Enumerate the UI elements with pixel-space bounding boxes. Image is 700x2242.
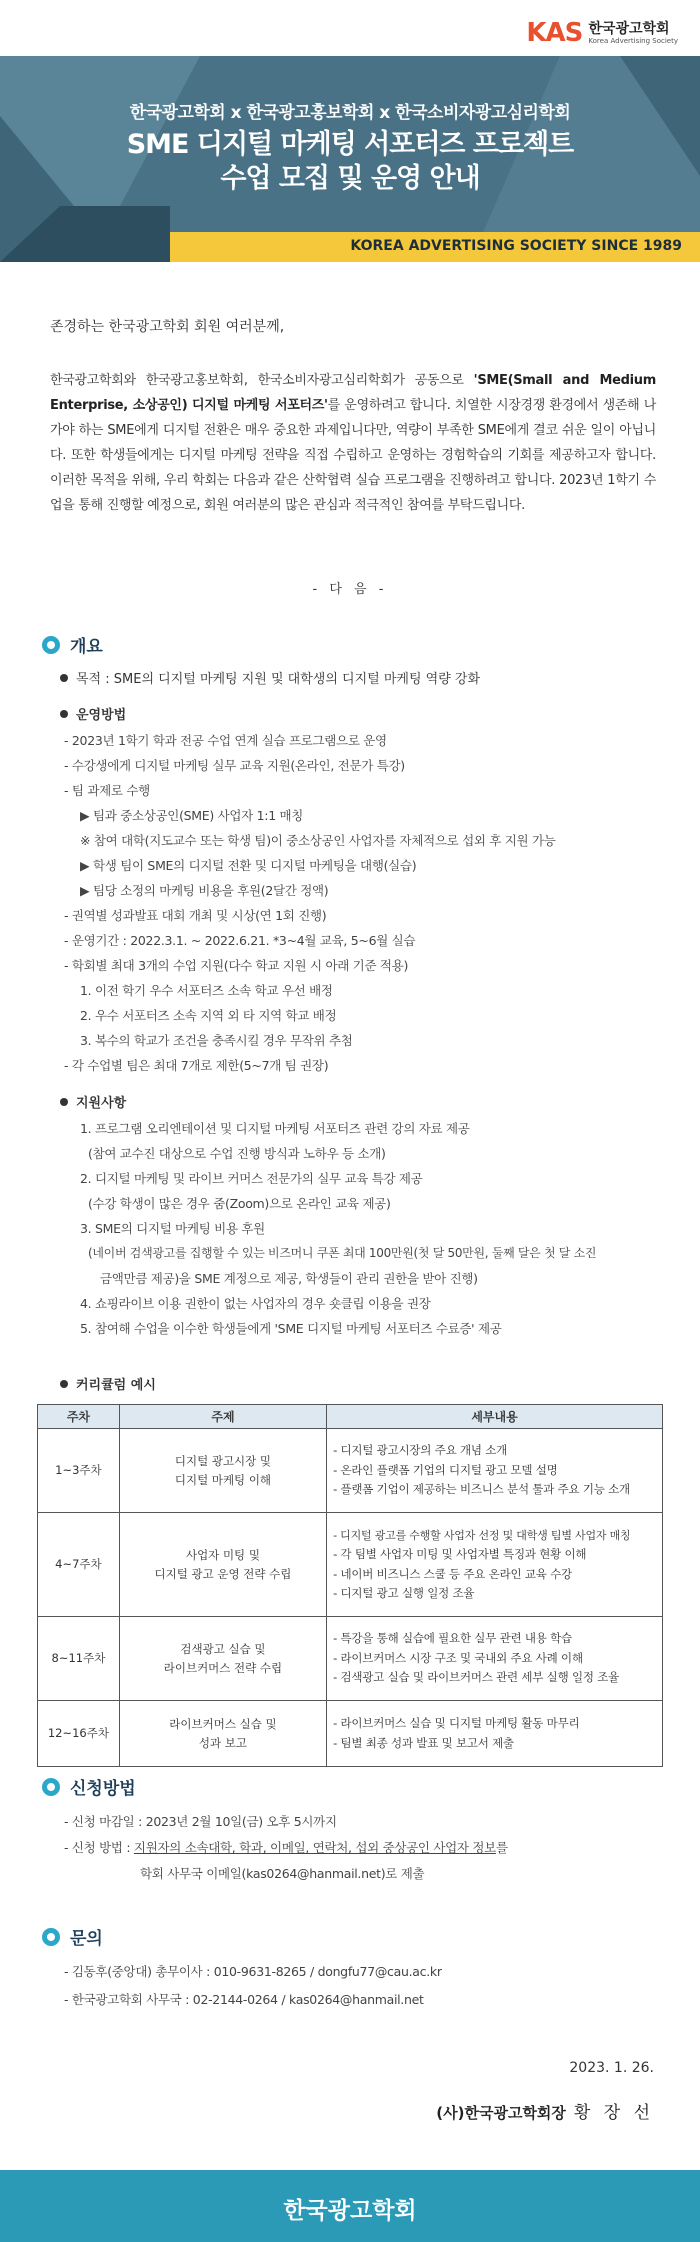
section-circle-icon [42,636,60,654]
table-row [38,1429,663,1513]
row-topic [119,1701,326,1767]
title-banner [0,56,700,262]
contact-line: - 김동후(중앙대) 총무이사 : 010-9631-8265 / dongfu77@cau.ac.kr [64,1964,442,1979]
banner-title [0,128,700,196]
support-line: 3. SME의 디지털 마케팅 비용 후원 [80,1221,265,1236]
row-detail-line: - 네이버 비즈니스 스쿨 등 주요 온라인 교육 수강 [333,1566,572,1581]
section-contact-title: 문의 [70,1929,103,1949]
row-detail-line: - 특강을 통해 실습에 필요한 실무 관련 내용 학습 [333,1631,572,1646]
table-header-row [38,1405,663,1429]
row-details [327,1513,663,1617]
greeting: 존경하는 한국광고학회 회원 여러분께, [50,319,285,335]
support-bullet [60,1092,126,1111]
support-line: 5. 참여해 수업을 이수한 학생들에게 'SME 디지털 마케팅 서포터즈 수료증' 제공 [80,1321,502,1336]
curriculum-table [37,1404,663,1767]
intro-part2: 를 운영하려고 합니다. 치열한 시장경쟁 환경에서 생존해 나가야 하는 SME에게 디지털 전환은 매우 중요한 과제입니다만, 역량이 부족한 SME에게 결코 쉬운 일이 아닙니다. 또한 학생들에게는 디지털 마케팅 전략을 직접 수립하고 운영하는 경험학습의 기회를 제공하고자 합니다. 이러한 목적을 위해, 우리 학회는 다음과 같은 산학협력 실습 프로그램을 진행하려고 합니다. 2023년 1학기 수업을 통해 진행할 예정으로, 회원 여러분의 많은 관심과 적극적인 참여를 부탁드립니다. [50,398,656,513]
row-topic-line: 사업자 미팅 및 [185,1547,260,1562]
support-note: (참여 교수진 대상으로 수업 진행 방식과 노하우 등 소개) [88,1146,386,1161]
header-topic: 주제 [119,1405,326,1429]
method-line: - 권역별 성과발표 대회 개최 및 시상(연 1회 진행) [64,908,327,923]
row-week: 1~3주차 [38,1429,120,1513]
kas-logo-mark: KAS [526,18,583,48]
signature-org: (사)한국광고학회장 [436,2104,566,2122]
method-subline: ▶ 학생 팀이 SME의 디지털 전환 및 디지털 마케팅을 대행(실습) [80,858,417,873]
bullet-dot-icon [60,1380,68,1388]
row-topic-line: 디지털 광고시장 및 [174,1453,272,1468]
method-line: - 학회별 최대 3개의 수업 지원(다수 학교 지원 시 아래 기준 적용) [64,958,409,973]
top-logo-bar [0,0,700,56]
method-line: - 각 수업별 팀은 최대 7개로 제한(5~7개 팀 권장) [64,1058,329,1073]
kas-logo [526,18,678,48]
row-details [327,1617,663,1701]
section-apply-title: 신청방법 [70,1779,136,1799]
row-topic [119,1617,326,1701]
table-row [38,1701,663,1767]
row-topic [119,1429,326,1513]
method-bullet [60,704,126,723]
row-detail-line: - 디지털 광고시장의 주요 개념 소개 [333,1443,508,1458]
intro-part1: 한국광고학회와 한국광고홍보학회, 한국소비자광고심리학회가 공동으로 [50,373,474,388]
row-topic-line: 검색광고 실습 및 [180,1641,266,1656]
row-detail-line: - 라이브커머스 시장 구조 및 국내외 주요 사례 이해 [333,1650,583,1665]
banner-since-strip [170,232,700,262]
support-line: 1. 프로그램 오리엔테이션 및 디지털 마케팅 서포터즈 관련 강의 자료 제공 [80,1121,470,1136]
table-row [38,1617,663,1701]
support-note: (네이버 검색광고를 집행할 수 있는 비즈머니 쿠폰 최대 100만원(첫 달 50만원, 둘째 달은 첫 달 소진 [88,1246,597,1260]
row-detail-line: - 각 팀별 사업자 미팅 및 사업자별 특징과 현황 이해 [333,1547,587,1561]
header-details: 세부내용 [327,1405,663,1429]
section-overview-title: 개요 [70,637,103,657]
row-detail-line: - 라이브커머스 실습 및 디지털 마케팅 활동 마무리 [333,1716,580,1730]
row-week: 12~16주차 [38,1701,120,1767]
row-detail-line: - 플랫폼 기업이 제공하는 비즈니스 분석 툴과 주요 기능 소개 [333,1482,630,1497]
row-detail-line: - 온라인 플랫폼 기업의 디지털 광고 모델 설명 [333,1462,558,1477]
intro-paragraph [50,368,656,518]
method-title: 운영방법 [76,708,127,723]
support-note: (수강 학생이 많은 경우 줌(Zoom)으로 온라인 교육 제공) [88,1196,391,1211]
method-subline: ▶ 팀당 소정의 마케팅 비용을 후원(2달간 정액) [80,883,329,898]
row-details [327,1701,663,1767]
support-line: 2. 디지털 마케팅 및 라이브 커머스 전문가의 실무 교육 특강 제공 [80,1171,423,1186]
apply-method-suffix: 를 [495,1840,508,1855]
method-criteria: 1. 이전 학기 우수 서포터즈 소속 학교 우선 배정 [80,983,333,998]
table-row [38,1513,663,1617]
bullet-dot-icon [60,674,68,682]
section-apply-heading [42,1774,136,1799]
row-detail-line: - 디지털 광고를 수행할 사업자 선정 및 대학생 팀별 사업자 매칭 [333,1528,631,1542]
method-criteria: 3. 복수의 학교가 조건을 충족시킬 경우 무작위 추첨 [80,1033,353,1048]
signature [436,2098,654,2123]
row-detail-line: - 검색광고 실습 및 라이브커머스 관련 세부 실행 일정 조율 [333,1670,620,1685]
banner-since-text: KOREA ADVERTISING SOCIETY SINCE 1989 [350,238,682,254]
footer-text: 한국광고학회 [283,2198,417,2224]
contact-line: - 한국광고학회 사무국 : 02-2144-0264 / kas0264@hanmail.net [64,1992,424,2007]
row-topic-line: 디지털 마케팅 이해 [174,1472,272,1487]
row-topic-line: 성과 보고 [198,1735,247,1750]
apply-method-line2: 학회 사무국 이메일(kas0264@hanmail.net)로 제출 [140,1866,425,1881]
apply-deadline: - 신청 마감일 : 2023년 2월 10일(금) 오후 5시까지 [64,1814,337,1829]
method-line: - 운영기간 : 2022.3.1. ~ 2022.6.21. *3~4월 교육, 5~6월 실습 [64,933,416,948]
row-topic-line: 디지털 광고 운영 전략 수립 [154,1566,292,1581]
section-circle-icon [42,1778,60,1796]
signature-name: 황 장 선 [573,2103,654,2123]
method-criteria: 2. 우수 서포터즈 소속 지역 외 타 지역 학교 배정 [80,1008,337,1023]
section-overview-heading [42,632,103,657]
row-week: 4~7주차 [38,1513,120,1617]
logo-name-en: Korea Advertising Society [588,36,678,45]
row-week: 8~11주차 [38,1617,120,1701]
support-title: 지원사항 [76,1096,127,1111]
row-topic [119,1513,326,1617]
method-subline: ▶ 팀과 중소상공인(SME) 사업자 1:1 매칭 [80,808,304,823]
document-date: 2023. 1. 26. [569,2060,654,2076]
curriculum-title: 커리큘럼 예시 [76,1378,156,1393]
section-circle-icon [42,1928,60,1946]
method-line: - 팀 과제로 수행 [64,783,150,798]
purpose-bullet [60,668,480,687]
intro-bold: 'SME(Small and Medium Enterprise, 소상공인) 디지털 마케팅 서포터즈' [50,373,656,413]
row-detail-line: - 디지털 광고 실행 일정 조율 [333,1586,475,1600]
purpose-text: 목적 : SME의 디지털 마케팅 지원 및 대학생의 디지털 마케팅 역량 강화 [76,672,481,687]
bullet-dot-icon [60,710,68,718]
logo-name-ko: 한국광고학회 [588,20,670,37]
method-line: - 2023년 1학기 학과 전공 수업 연계 실습 프로그램으로 운영 [64,733,387,748]
support-line: 4. 쇼핑라이브 이용 권한이 없는 사업자의 경우 숏클립 이용을 권장 [80,1296,431,1311]
apply-method [64,1838,508,1856]
row-topic-line: 라이브커머스 실습 및 [169,1716,277,1731]
da-eum-divider: - 다 음 - [312,582,388,597]
support-note: 금액만큼 제공)을 SME 계정으로 제공, 학생들이 관리 권한을 받아 진행) [100,1271,478,1286]
banner-title-line2: 수업 모집 및 운영 안내 [220,163,480,194]
apply-method-prefix: - 신청 방법 : [64,1840,134,1855]
banner-title-line1: SME 디지털 마케팅 서포터즈 프로젝트 [126,129,574,160]
row-detail-line: - 팀별 최종 성과 발표 및 보고서 제출 [333,1735,514,1750]
apply-method-underlined: 지원자의 소속대학, 학과, 이메일, 연락처, 섭외 중상공인 사업자 정보 [133,1840,496,1855]
bullet-dot-icon [60,1098,68,1106]
header-week: 주차 [38,1405,120,1429]
section-contact-heading [42,1924,103,1949]
footer-bar [0,2170,700,2242]
method-line: - 수강생에게 디지털 마케팅 실무 교육 지원(온라인, 전문가 특강) [64,758,405,773]
banner-subtitle: 한국광고학회 x 한국광고홍보학회 x 한국소비자광고심리학회 [129,103,571,123]
method-note: ※ 참여 대학(지도교수 또는 학생 팀)이 중소상공인 사업자를 자체적으로 섭외 후 지원 가능 [80,833,556,848]
curriculum-bullet [60,1374,156,1393]
row-details [327,1429,663,1513]
row-topic-line: 라이브커머스 전략 수립 [163,1660,283,1675]
